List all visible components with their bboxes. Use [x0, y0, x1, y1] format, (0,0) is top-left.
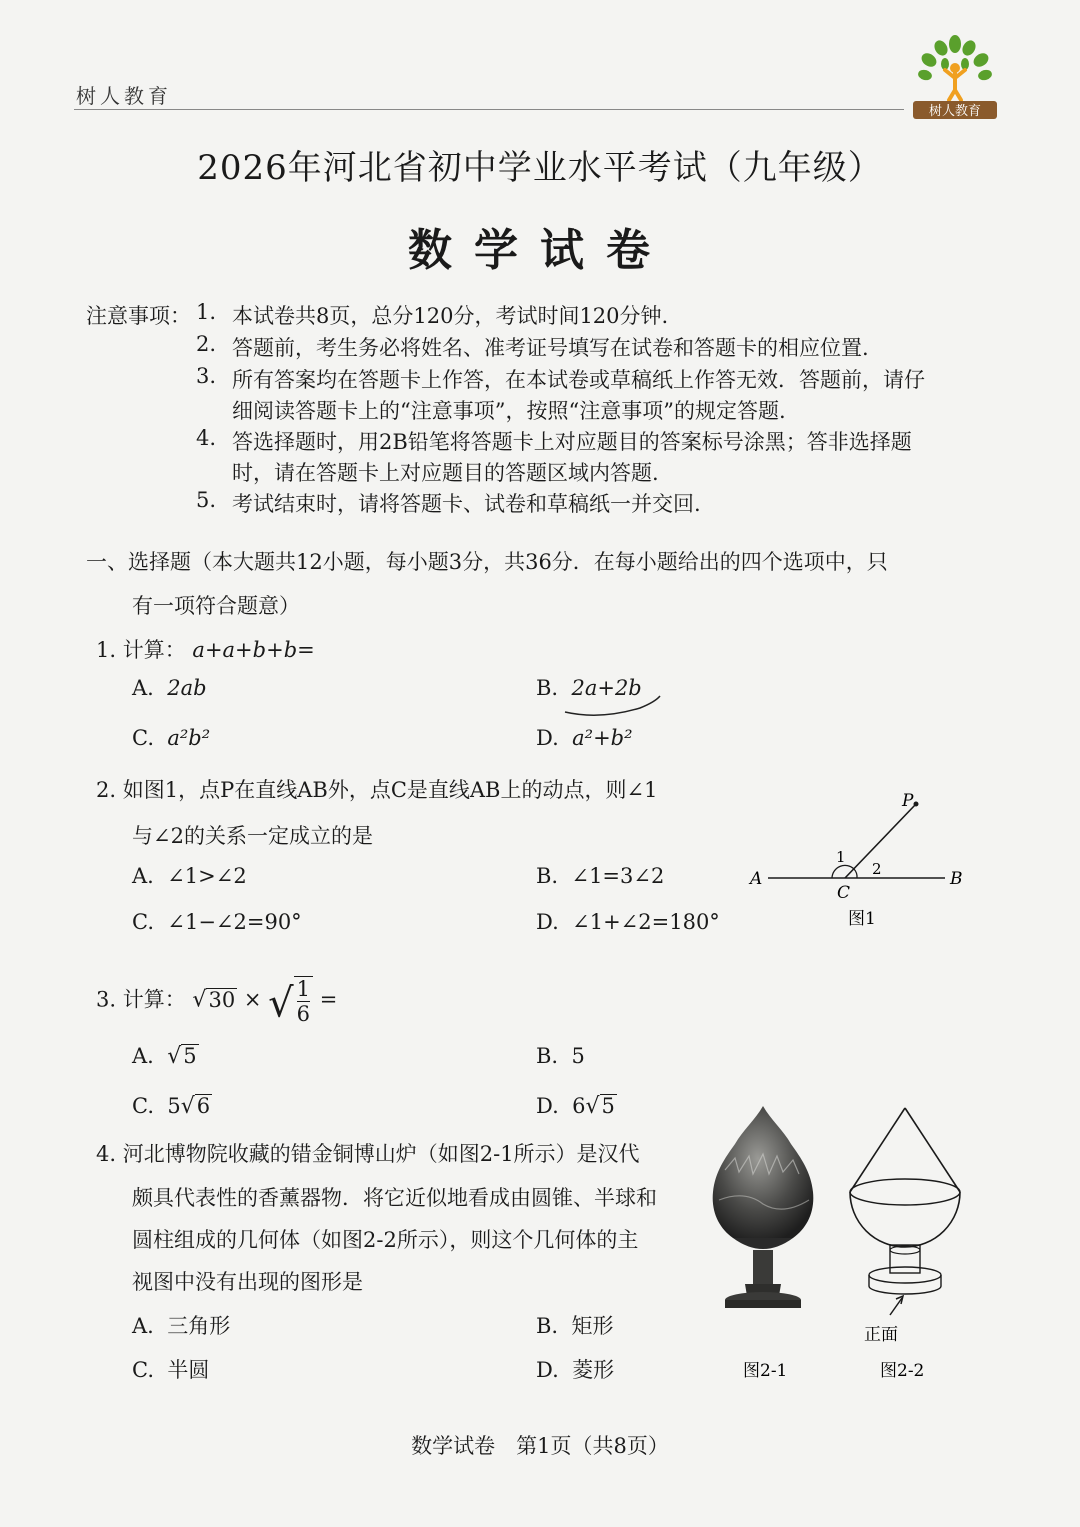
question-4: 4. 河北博物院收藏的错金铜博山炉（如图2-1所示）是汉代: [96, 1142, 640, 1166]
notice-text: 本试卷共8页，总分120分，考试时间120分钟.: [232, 304, 669, 328]
notice-text: 所有答案均在答题卡上作答，在本试卷或草稿纸上作答无效．答题前，请仔: [232, 368, 925, 392]
notice-label: 注意事项：: [86, 304, 191, 328]
notice-text: 时，请在答题卡上对应题目的答题区域内答题.: [232, 461, 659, 485]
notice-text: 答选择题时，用2B铅笔将答题卡上对应题目的答案标号涂黑；答非选择题: [232, 430, 912, 454]
option-b: B. 5: [536, 1044, 585, 1068]
exam-title: 2026年河北省初中学业水平考试（九年级）: [197, 148, 883, 188]
question-4-cont: 视图中没有出现的图形是: [132, 1270, 363, 1294]
point-b: B: [950, 869, 963, 889]
notice-num: 2.: [196, 332, 217, 356]
notice-num: 5.: [196, 488, 217, 512]
notice-text: 答题前，考生务必将姓名、准考证号填写在试卷和答题卡的相应位置.: [232, 336, 869, 360]
notice-num: 3.: [196, 364, 217, 388]
notice-num: 4.: [196, 426, 217, 450]
logo-text: 树人教育: [928, 104, 982, 119]
front-view-label: 正面: [864, 1325, 898, 1345]
figure-1: [740, 790, 970, 940]
question-stem: 计算：: [122, 638, 186, 662]
option-d: D. ∠1+∠2=180°: [536, 910, 720, 934]
angle-2-label: 2: [872, 860, 882, 878]
brand-logo: [905, 30, 1005, 122]
notice-text: 细阅读答题卡上的“注意事项”，按照“注意事项”的规定答题.: [232, 399, 786, 423]
page-footer: 数学试卷 第1页（共8页）: [411, 1434, 669, 1458]
brand-name: 树人教育: [76, 84, 172, 108]
question-3: 3. 计算： √30 × √ $\frac{1}{6}$ =: [96, 977, 338, 1027]
point-p: P: [902, 791, 914, 811]
question-number: 1.: [96, 638, 117, 662]
question-2: 2. 如图1，点P在直线AB外，点C是直线AB上的动点，则∠1: [96, 778, 658, 802]
question-4-cont: 颇具代表性的香薰器物．将它近似地看成由圆锥、半球和: [132, 1186, 657, 1210]
paper-subtitle: 数学试卷: [408, 225, 672, 276]
point-a: A: [750, 869, 763, 889]
figure-1-caption: 图1: [848, 909, 876, 929]
option-a: A. √5: [132, 1044, 197, 1069]
question-2-cont: 与∠2的关系一定成立的是: [132, 824, 373, 848]
option-b: B. ∠1=3∠2: [536, 864, 665, 888]
point-c: C: [837, 883, 851, 903]
option-b: B. 矩形: [536, 1314, 614, 1338]
figure-2-1-incense-burner: [705, 1100, 830, 1390]
option-b: B. 2a+2b: [536, 676, 642, 700]
figure-2-1-caption: 图2-1: [743, 1361, 788, 1381]
option-d: D. 6√5: [536, 1094, 615, 1119]
angle-1-label: 1: [836, 848, 846, 866]
question-expr: a+a+b+b=: [192, 638, 315, 662]
option-c: C. 5√6: [132, 1094, 211, 1119]
option-c: C. a²b²: [132, 726, 211, 750]
option-d: D. 菱形: [536, 1358, 615, 1382]
section-heading: 一、选择题（本大题共12小题，每小题3分，共36分．在每小题给出的四个选项中，只: [86, 550, 888, 574]
question-4-cont: 圆柱组成的几何体（如图2-2所示），则这个几何体的主: [132, 1228, 639, 1252]
figure-2-2-geometry: [838, 1100, 973, 1390]
header-divider: [74, 109, 904, 110]
option-c: C. 半圆: [132, 1358, 210, 1382]
option-c: C. ∠1−∠2=90°: [132, 910, 302, 934]
question-1: [96, 634, 315, 664]
handwritten-mark: [560, 690, 670, 720]
section-heading-cont: 有一项符合题意）: [132, 594, 300, 618]
option-a: A. ∠1>∠2: [132, 864, 247, 888]
option-a: A. 2ab: [132, 676, 207, 700]
option-d: D. a²+b²: [536, 726, 633, 750]
notice-num: 1.: [196, 300, 217, 324]
figure-2-2-caption: 图2-2: [880, 1361, 925, 1381]
option-a: A. 三角形: [132, 1314, 231, 1338]
notice-text: 考试结束时，请将答题卡、试卷和草稿纸一并交回.: [232, 492, 701, 516]
